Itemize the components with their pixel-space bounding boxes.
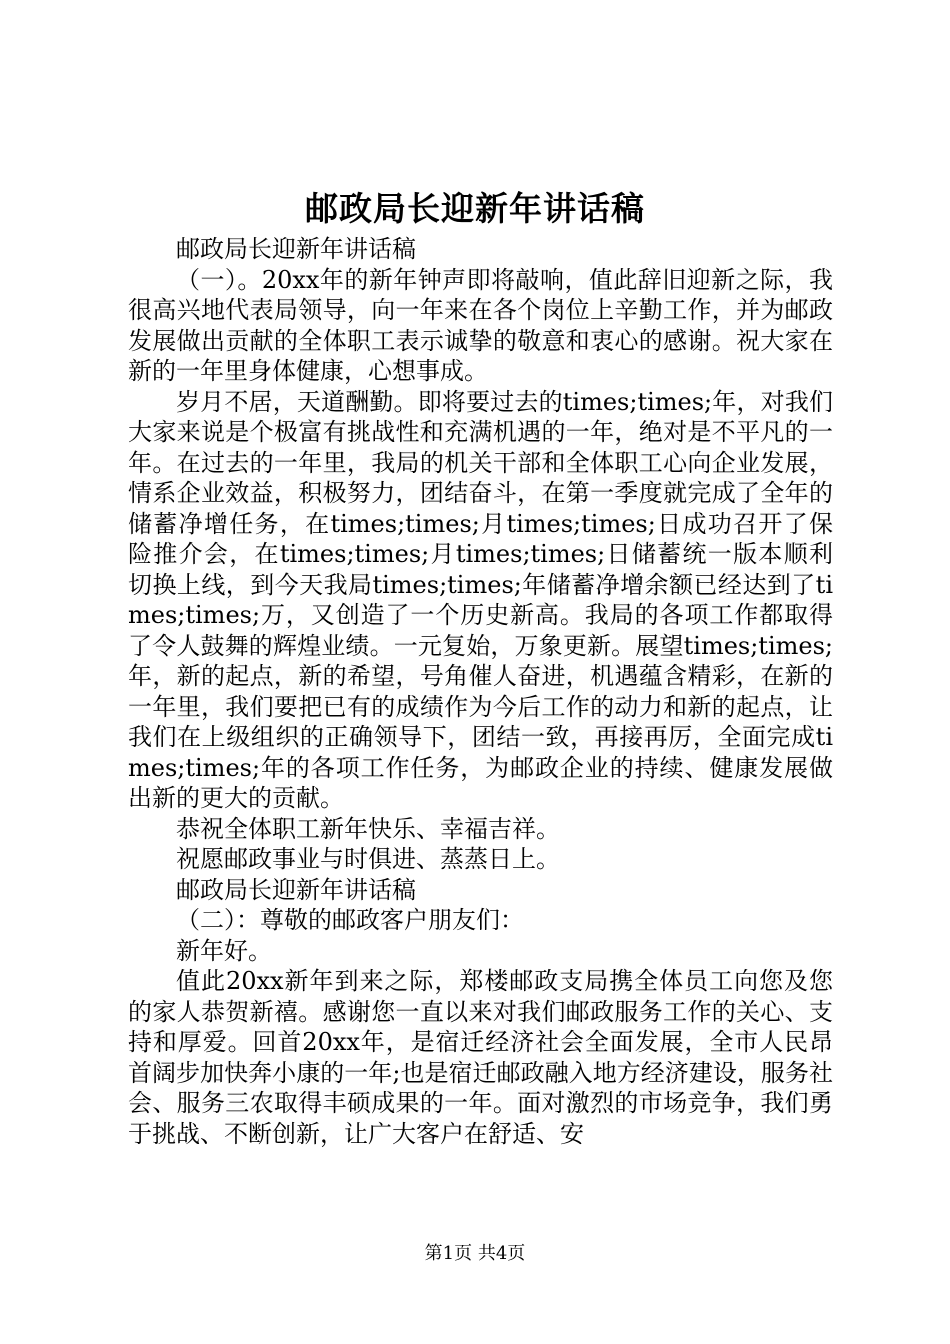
paragraph-review: 岁月不居，天道酬勤。即将要过去的times;times;年，对我们大家来说是个极富有挑战性和充满机遇的一年，绝对是不平凡的一年。在过去的一年里，我局的机关干部和全体职工心向企业发展，情系企业效益，积极努力，团结奋斗，在第一季度就完成了全年的储蓄净增任务，在times;times;月times;times;日成功召开了保险推介会，在times;times;月times;times;日储蓄统一版本顺利切换上线，到今天我局times;times;年储蓄净增余额已经达到了times;times;万，又创造了一个历史新高。我局的各项工作都取得了令人鼓舞的辉煌业绩。一元复始，万象更新。展望times;times;年，新的起点，新的希望，号角催人奋进，机遇蕴含精彩，在新的一年里，我们要把已有的成绩作为今后工作的动力和新的起点，让我们在上级组织的正确领导下，团结一致，再接再厉，全面完成times;times;年的各项工作任务，为邮政企业的持续、健康发展做出新的更大的贡献。 bbox=[128, 387, 833, 812]
paragraph-opening: （一）。20xx年的新年钟声即将敲响，值此辞旧迎新之际，我很高兴地代表局领导，向一年来在各个岗位上辛勤工作，并为邮政发展做出贡献的全体职工表示诚挚的敬意和衷心的感谢。祝大家在新的一年里身体健康，心想事成。 bbox=[128, 265, 833, 385]
page-number: 第1页 共4页 bbox=[424, 1243, 526, 1264]
paragraph-greeting-1: 恭祝全体职工新年快乐、幸福吉祥。 bbox=[176, 814, 560, 843]
paragraph-greeting-2: 祝愿邮政事业与时俱进、蒸蒸日上。 bbox=[176, 845, 560, 873]
document-title: 邮政局长迎新年讲话稿 bbox=[305, 189, 645, 228]
paragraph-new-year: 新年好。 bbox=[176, 936, 272, 965]
paragraph-heading-1: 邮政局长迎新年讲话稿 bbox=[176, 235, 416, 263]
paragraph-customer-thanks: 值此20xx新年到来之际，郑楼邮政支局携全体员工向您及您的家人恭贺新禧。感谢您一直以来对我们邮政服务工作的关心、支持和厚爱。回首20xx年，是宿迁经济社会全面发展，全市人民昂首阔步加快奔小康的一年;也是宿迁邮政融入地方经济建设，服务社会、服务三农取得丰硕成果的一年。面对激烈的市场竞争，我们勇于挑战、不断创新，让广大客户在舒适、安 bbox=[128, 967, 833, 1148]
document-body bbox=[128, 234, 833, 1149]
paragraph-heading-2: 邮政局长迎新年讲话稿 bbox=[176, 875, 416, 904]
paragraph-salutation: （二）：尊敬的邮政客户朋友们： bbox=[176, 906, 524, 934]
